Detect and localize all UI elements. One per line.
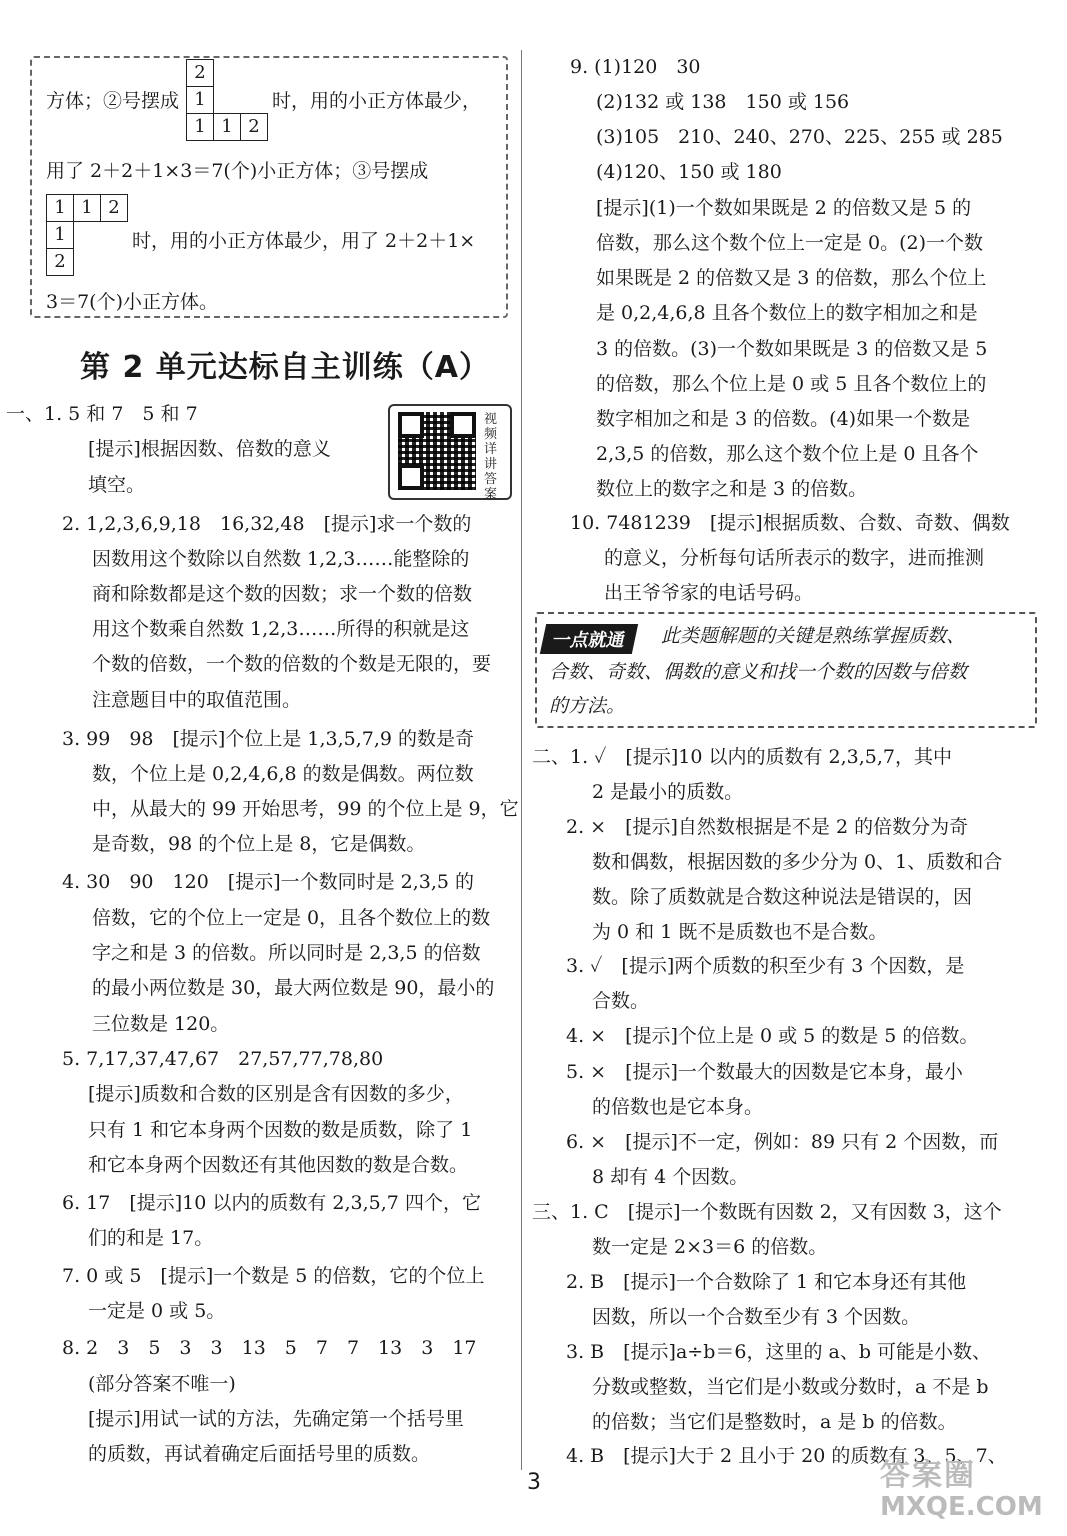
right2-line: 三、1. C [提示]一个数既有因数 2，又有因数 3，这个 bbox=[532, 1201, 1002, 1223]
section-title: 第 2 单元达标自主训练（A） bbox=[80, 350, 490, 385]
qr-code[interactable] bbox=[388, 404, 512, 500]
box-line-3: 时，用的小正方体最少，用了 2＋2＋1× bbox=[132, 230, 476, 252]
right2-line: 数。除了质数就是合数这种说法是错误的，因 bbox=[592, 886, 973, 908]
left-line: 用这个数乘自然数 1,2,3……所得的积就是这 bbox=[92, 618, 470, 640]
left-line: 商和除数都是这个数的因数；求一个数的倍数 bbox=[92, 583, 473, 605]
right2-line: 因数，所以一个合数至少有 3 个因数。 bbox=[592, 1306, 921, 1328]
left-line: 字之和是 3 的倍数。所以同时是 2,3,5 的倍数 bbox=[92, 942, 481, 964]
left-line: 中，从最大的 99 开始思考，99 的个位上是 9，它 bbox=[92, 798, 519, 820]
right-line: 倍数，那么这个数个位上一定是 0。(2)一个数 bbox=[596, 232, 984, 254]
left-line: 只有 1 和它本身两个因数的数是质数，除了 1 bbox=[88, 1119, 473, 1141]
cube-grid-2: 2 1 1 1 2 bbox=[186, 59, 268, 141]
right-line: 如果既是 2 的倍数又是 3 的倍数，那么个位上 bbox=[596, 267, 987, 289]
left-line: 倍数，它的个位上一定是 0，且各个数位上的数 bbox=[92, 907, 491, 929]
left-line: [提示]质数和合数的区别是含有因数的多少， bbox=[88, 1083, 464, 1105]
box-line-4: 3＝7(个)小正方体。 bbox=[46, 291, 219, 313]
tip-badge: 一点就通 bbox=[540, 624, 638, 654]
right-line: 3 的倍数。(3)一个数如果既是 3 的倍数又是 5 bbox=[596, 338, 988, 360]
right2-line: 8 却有 4 个因数。 bbox=[592, 1166, 749, 1188]
left-line: 5. 7,17,37,47,67 27,57,77,78,80 bbox=[62, 1048, 384, 1070]
left-line: 是奇数，98 的个位上是 8，它是偶数。 bbox=[92, 833, 426, 855]
right-line: 的意义，分析每句话所表示的数字，进而推测 bbox=[604, 547, 985, 569]
left-line: 一定是 0 或 5。 bbox=[88, 1300, 226, 1322]
right2-line: 3. B [提示]a÷b＝6，这里的 a、b 可能是小数、 bbox=[566, 1341, 992, 1363]
right-line: 数字相加之和是 3 的倍数。(4)如果一个数是 bbox=[596, 408, 971, 430]
qr-caption: 视频详讲答案 bbox=[484, 412, 498, 502]
right-line: 出王爷爷家的电话号码。 bbox=[604, 582, 814, 604]
right-line: 10. 7481239 [提示]根据质数、合数、奇数、偶数 bbox=[570, 512, 1010, 534]
left-line: 4. 30 90 120 [提示]一个数同时是 2,3,5 的 bbox=[62, 871, 475, 893]
right-line: 的倍数，那么个位上是 0 或 5 且各个数位上的 bbox=[596, 373, 987, 395]
right2-line: 3. ✓ [提示]两个质数的积至少有 3 个因数，是 bbox=[566, 955, 965, 977]
right2-line: 4. × [提示]个位上是 0 或 5 的数是 5 的倍数。 bbox=[566, 1025, 979, 1047]
left-line: 因数用这个数除以自然数 1,2,3……能整除的 bbox=[92, 548, 470, 570]
left-line: 的质数，再试着确定后面括号里的质数。 bbox=[88, 1443, 431, 1465]
left-line: 2. 1,2,3,6,9,18 16,32,48 [提示]求一个数的 bbox=[62, 513, 472, 535]
left-line: 8. 2 3 5 3 3 13 5 7 7 13 3 17 bbox=[62, 1337, 477, 1359]
tip-line: 合数、奇数、偶数的意义和找一个数的因数与倍数 bbox=[549, 661, 968, 683]
right2-line: 数和偶数，根据因数的多少分为 0、1、质数和合 bbox=[592, 851, 1003, 873]
left-line: [提示]根据因数、倍数的意义 bbox=[88, 438, 331, 460]
right2-line: 二、1. ✓ [提示]10 以内的质数有 2,3,5,7，其中 bbox=[532, 746, 952, 768]
left-line: 3. 99 98 [提示]个位上是 1,3,5,7,9 的数是奇 bbox=[62, 728, 475, 750]
qr-finder bbox=[450, 412, 476, 438]
qr-finder bbox=[398, 464, 424, 490]
right2-line: 为 0 和 1 既不是质数也不是合数。 bbox=[592, 921, 888, 943]
left-line: 的最小两位数是 30，最大两位数是 90，最小的 bbox=[92, 977, 495, 999]
left-line: 填空。 bbox=[88, 474, 146, 496]
cube-grid-3: 1 1 2 1 2 bbox=[46, 194, 128, 276]
left-line: (部分答案不唯一) bbox=[88, 1373, 236, 1395]
left-line: 注意题目中的取值范围。 bbox=[92, 689, 302, 711]
right2-line: 2. × [提示]自然数根据是不是 2 的倍数分为奇 bbox=[566, 816, 969, 838]
right2-line: 2. B [提示]一个合数除了 1 和它本身还有其他 bbox=[566, 1271, 967, 1293]
watermark-url: MXQE.COM bbox=[880, 1492, 1043, 1522]
left-line: 6. 17 [提示]10 以内的质数有 2,3,5,7 四个，它 bbox=[62, 1192, 481, 1214]
box-line-1a: 方体；②号摆成 bbox=[46, 90, 180, 112]
page-number: 3 bbox=[527, 1470, 541, 1495]
right-line: 是 0,2,4,6,8 且各个数位上的数字相加之和是 bbox=[596, 302, 978, 324]
right2-line: 数一定是 2×3＝6 的倍数。 bbox=[592, 1236, 828, 1258]
right2-line: 的倍数也是它本身。 bbox=[592, 1096, 764, 1118]
right-line: (2)132 或 138 150 或 156 bbox=[596, 91, 850, 113]
right2-line: 5. × [提示]一个数最大的因数是它本身，最小 bbox=[566, 1061, 963, 1083]
tip-line: 的方法。 bbox=[549, 695, 626, 717]
left-line: 数，个位上是 0,2,4,6,8 的数是偶数。两位数 bbox=[92, 763, 474, 785]
left-line: 个数的倍数，一个数的倍数的个数是无限的，要 bbox=[92, 653, 492, 675]
right-line: (3)105 210、240、270、225、255 或 285 bbox=[596, 126, 1003, 148]
right-line: (4)120、150 或 180 bbox=[596, 161, 782, 183]
left-line: 7. 0 或 5 [提示]一个数是 5 的倍数，它的个位上 bbox=[62, 1265, 485, 1287]
right2-line: 2 是最小的质数。 bbox=[592, 781, 744, 803]
tip-box bbox=[535, 612, 1037, 728]
right-line: 9. (1)120 30 bbox=[570, 56, 701, 78]
left-line: [提示]用试一试的方法，先确定第一个括号里 bbox=[88, 1408, 464, 1430]
right-line: 2,3,5 的倍数，那么这个数个位上是 0 且各个 bbox=[596, 443, 979, 465]
right-line: 数位上的数字之和是 3 的倍数。 bbox=[596, 478, 868, 500]
box-line-2: 用了 2＋2＋1×3＝7(个)小正方体；③号摆成 bbox=[46, 160, 429, 182]
tip-line: 此类题解题的关键是熟练掌握质数、 bbox=[661, 625, 966, 647]
column-divider bbox=[521, 50, 522, 1470]
qr-finder bbox=[398, 412, 424, 438]
left-line: 一、1. 5 和 7 5 和 7 bbox=[6, 403, 198, 425]
right-line: [提示](1)一个数如果既是 2 的倍数又是 5 的 bbox=[596, 197, 972, 219]
box-line-1b: 时，用的小正方体最少， bbox=[272, 90, 482, 112]
right2-line: 合数。 bbox=[592, 990, 650, 1012]
right2-line: 4. B [提示]大于 2 且小于 20 的质数有 3、5、7、 bbox=[566, 1445, 1007, 1467]
left-line: 三位数是 120。 bbox=[92, 1013, 230, 1035]
left-line: 们的和是 17。 bbox=[88, 1227, 214, 1249]
right2-line: 6. × [提示]不一定，例如：89 只有 2 个因数，而 bbox=[566, 1131, 999, 1153]
watermark-logo: 答案圈 bbox=[880, 1458, 976, 1493]
left-line: 和它本身两个因数还有其他因数的数是合数。 bbox=[88, 1154, 469, 1176]
right2-line: 的倍数；当它们是整数时，a 是 b 的倍数。 bbox=[592, 1411, 957, 1433]
right2-line: 分数或整数，当它们是小数或分数时，a 不是 b bbox=[592, 1376, 989, 1398]
